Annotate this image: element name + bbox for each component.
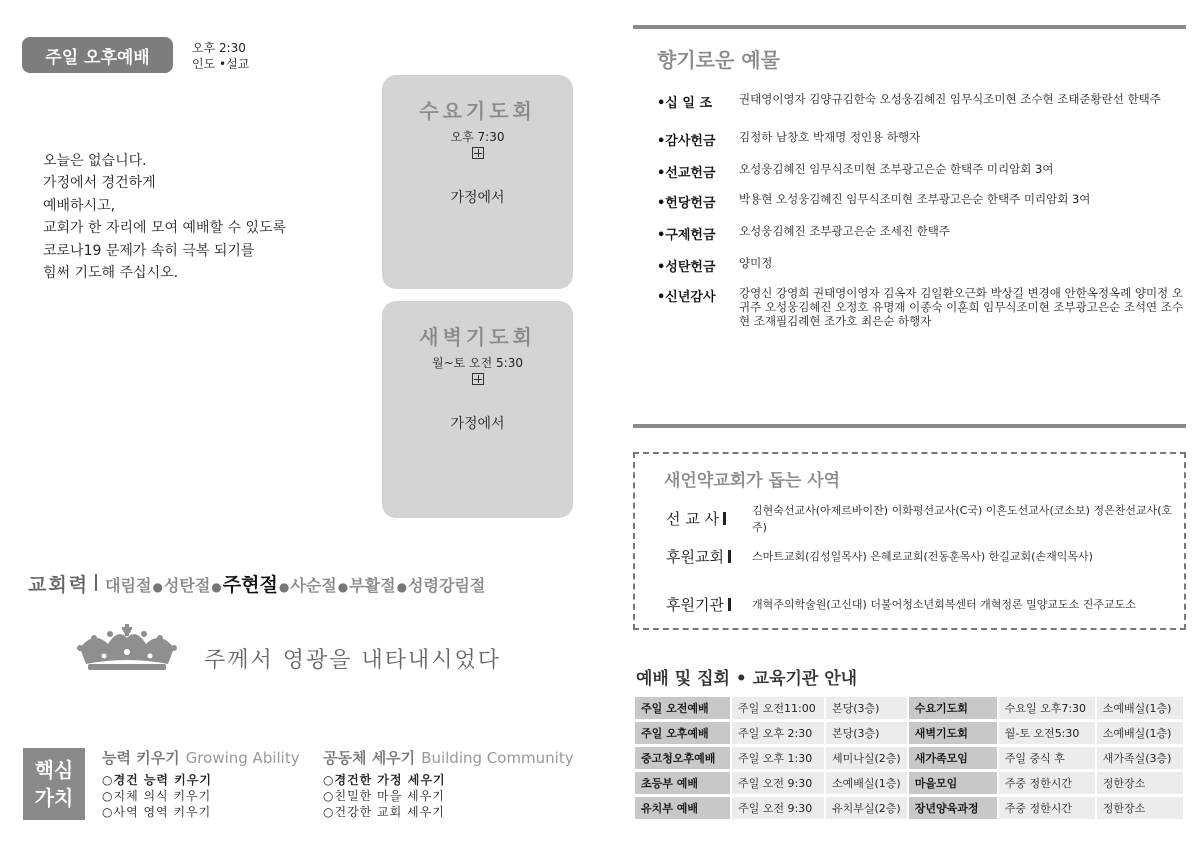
card-place: 가정에서: [450, 190, 505, 206]
bullet-icon: ●: [337, 580, 349, 594]
mission-text: 김현숙선교사(아제르바이잔) 이화평선교사(C국) 이흔도선교사(코소보) 정은찬선교사(호주): [752, 504, 1173, 534]
offering-names: 양미정: [739, 256, 773, 270]
offering-row: [657, 130, 1187, 162]
table-row: [635, 722, 1183, 744]
missions-title: 새언약교회가 돕는 사역: [664, 471, 841, 491]
season-list: [105, 570, 485, 597]
guide-cell: 정한장소: [1097, 772, 1183, 794]
church-calendar: [28, 570, 485, 597]
afternoon-service-note: 인도 •설교: [192, 57, 250, 71]
guide-cell: 소예배실(1층): [1097, 697, 1183, 719]
offering-label: •헌당헌금: [657, 196, 716, 211]
offering-label: •십 일 조: [657, 96, 713, 111]
afternoon-service-message: [43, 150, 286, 284]
core-value-item: ○지체 의식 키우기: [102, 789, 212, 803]
offerings-list: [657, 92, 1187, 328]
card-title: 새벽기도회: [419, 325, 536, 349]
guide-cell: 정한장소: [1097, 797, 1183, 819]
section-rule: [633, 424, 1186, 428]
guide-cell: 장년양육과정: [909, 797, 997, 819]
table-row: [635, 697, 1183, 719]
core-values-label: [23, 748, 85, 820]
core-value-title: 공동체 세우기: [323, 749, 416, 767]
offering-row: [657, 162, 1187, 192]
guide-cell: 주일 오전예배: [635, 697, 730, 719]
guide-title: 예배 및 집회 • 교육기관 안내: [636, 669, 858, 689]
offering-names: 오성웅김혜진 조부광고은순 조세진 한택주: [739, 224, 950, 238]
offering-row: [657, 92, 1187, 130]
table-row: [635, 797, 1183, 819]
afternoon-service-time: 오후 2:30: [192, 41, 246, 55]
season-pentecost: 성령강림절: [408, 576, 486, 595]
season-epiphany-current: 주현절: [222, 574, 278, 596]
offering-label: •감사헌금: [657, 134, 716, 149]
bullet-icon: ●: [396, 580, 408, 594]
message-line: 교회가 한 자리에 모여 예배할 수 있도록: [43, 220, 287, 237]
core-value-growing-ability: [102, 747, 300, 820]
guide-cell: 주일 오전 9:30: [732, 772, 824, 794]
guide-cell: 주일 오후 2:30: [732, 722, 824, 744]
guide-cell: 새가족실(3층): [1097, 747, 1183, 769]
guide-cell: 주일 중식 후: [999, 747, 1095, 769]
section-rule: [633, 25, 1186, 29]
core-value-heading: [102, 747, 300, 768]
guide-cell: 주중 정한시간: [999, 797, 1095, 819]
table-row: [635, 772, 1183, 794]
mission-text: 개혁주의학술원(고신대) 더불어청소년회복센터 개혁정론 밀양교도소 진주교도소: [752, 598, 1136, 611]
offering-row: [657, 224, 1187, 256]
season-advent: 대림절: [105, 576, 152, 595]
mission-row: [666, 594, 1182, 615]
mission-label: [666, 546, 752, 567]
card-time: 월~토 오전 5:30: [432, 356, 523, 370]
mission-label-text: 선 교 사: [666, 509, 720, 528]
offering-names: 박용현 오성웅김혜진 임무식조미현 조부광고은순 한택주 미리암회 3여: [739, 192, 1091, 206]
bullet-icon: ●: [152, 580, 163, 594]
offering-names: 김정하 남창호 박재명 정인용 하행자: [739, 130, 921, 144]
core-value-item: ○건강한 교회 세우기: [323, 805, 445, 819]
guide-cell: 수요일 오후7:30: [999, 697, 1095, 719]
mission-label-text: 후원기관: [666, 596, 724, 614]
divider: [728, 550, 731, 563]
card-time: 오후 7:30: [450, 130, 505, 144]
core-value-heading: [323, 747, 574, 768]
guide-cell: 수요기도회: [909, 697, 997, 719]
offering-label: •성탄헌금: [657, 260, 716, 275]
mission-label: [666, 500, 752, 536]
card-place: 가정에서: [450, 416, 505, 432]
guide-cell: 유치부 예배: [635, 797, 730, 819]
guide-cell: 유치부실(2층): [826, 797, 907, 819]
guide-cell: 새벽기도회: [909, 722, 997, 744]
plus-box-icon: [472, 147, 484, 159]
offering-row: [657, 256, 1187, 286]
guide-cell: 주일 오후 1:30: [732, 747, 824, 769]
offering-label: •선교헌금: [657, 166, 716, 181]
mission-row: [666, 546, 1182, 567]
core-values-label-line: 핵심: [34, 758, 74, 782]
sermon-theme: 주께서 영광을 내타내시었다: [204, 648, 502, 673]
divider: [723, 512, 726, 525]
message-line: 예배하시고,: [43, 197, 116, 214]
message-line: 가정에서 경건하게: [43, 175, 156, 192]
guide-cell: 소예배실(1층): [826, 772, 907, 794]
guide-cell: 월-토 오전5:30: [999, 722, 1095, 744]
dawn-prayer-card: [382, 301, 573, 518]
offering-names: 오성웅김혜진 임무식조미현 조부광고은순 한택주 미리암회 3여: [739, 162, 1054, 176]
offering-row: [657, 192, 1187, 224]
guide-table: [633, 694, 1185, 822]
core-value-building-community: [323, 747, 574, 820]
core-value-item: ○사역 영역 키우기: [102, 805, 212, 819]
core-value-title-en: Building Community: [421, 749, 574, 767]
plus-box-icon: [472, 373, 484, 385]
wednesday-prayer-card: [382, 75, 573, 289]
guide-cell: 새가족모임: [909, 747, 997, 769]
core-values-label-line: 가치: [34, 786, 74, 810]
afternoon-service-info: [192, 40, 249, 72]
guide-cell: 주중 정한시간: [999, 772, 1095, 794]
bullet-icon: ●: [211, 580, 222, 594]
message-line: 힘써 기도해 주십시오.: [43, 265, 179, 282]
mission-label: [666, 594, 752, 615]
mission-text: 스마트교회(김성일목사) 은혜로교회(전동훈목사) 한길교회(손재익목사): [752, 550, 1093, 563]
core-value-item: ○경건한 가정 세우기: [323, 773, 446, 787]
guide-cell: 주일 오전11:00: [732, 697, 824, 719]
guide-cell: 중고청오후예배: [635, 747, 730, 769]
message-line: 오늘은 없습니다.: [43, 153, 147, 169]
guide-cell: 주일 오후예배: [635, 722, 730, 744]
afternoon-service-badge: 주일 오후예배: [22, 37, 173, 73]
table-row: [635, 747, 1183, 769]
season-easter: 부활절: [349, 576, 396, 595]
core-value-title-en: Growing Ability: [185, 749, 300, 767]
core-value-title: 능력 키우기: [102, 749, 180, 767]
crown-icon: [74, 624, 180, 672]
season-lent: 사순절: [290, 576, 337, 595]
guide-cell: 세미나실(2층): [826, 747, 907, 769]
offering-label: •신년감사: [657, 290, 716, 305]
season-christmas: 성탄절: [163, 576, 211, 595]
divider: [95, 574, 97, 591]
guide-cell: 주일 오전 9:30: [732, 797, 824, 819]
offering-names: 권태영이영자 김양규김한숙 오성웅김혜진 임무식조미현 조수현 조태준황란선 한택주: [739, 92, 1161, 106]
offerings-title: 향기로운 예물: [657, 48, 780, 72]
guide-cell: 본당(3층): [826, 697, 907, 719]
guide-cell: 초등부 예배: [635, 772, 730, 794]
core-value-item: ○경건 능력 키우기: [102, 773, 212, 787]
offering-row: [657, 286, 1187, 328]
guide-cell: 소예배실(1층): [1097, 722, 1183, 744]
core-value-item: ○친밀한 마을 세우기: [323, 789, 445, 803]
offering-label: •구제헌금: [657, 228, 716, 243]
church-calendar-label: 교회력: [28, 574, 90, 596]
mission-label-text: 후원교회: [666, 548, 724, 566]
mission-row: [666, 500, 1182, 536]
divider: [728, 598, 731, 611]
message-line: 코로나19 문제가 속히 극복 되기를: [43, 242, 255, 259]
offering-names: 강영신 강영희 권태영이영자 김옥자 김일환오근화 박상길 변경애 안한옥정옥례 양미정 오귀주 오성웅김혜진 오정호 유명재 이종숙 이훈희 임무식조미현 조부광고은순 조석연 조수현 조재필김례현 조가호 최은순 하행자: [739, 286, 1183, 328]
guide-cell: 마을모임: [909, 772, 997, 794]
card-title: 수요기도회: [419, 99, 536, 123]
bullet-icon: ●: [278, 580, 290, 594]
guide-cell: 본당(3층): [826, 722, 907, 744]
